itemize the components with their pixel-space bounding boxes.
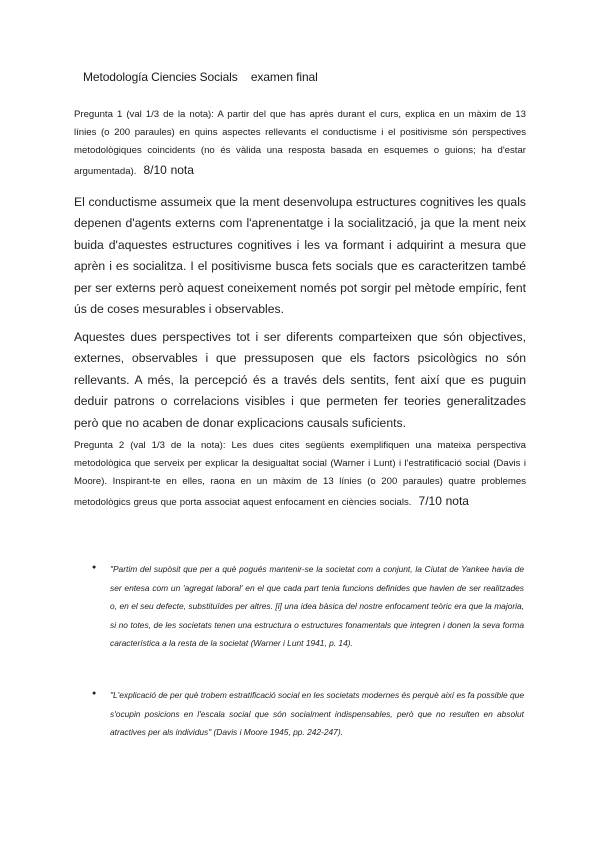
bullet-icon: ●	[92, 564, 97, 571]
quote-davis-moore: "L'explicació de per què trobem estratificació social en les societats modernes és perquè així es fa possible que s'ocupin posicions en l'escala social que són socialment indispensables, però que no resulten en absolut atractives per als individus" (Davis i Moore 1945, pp. 242-247).	[110, 690, 524, 737]
question-2-grade: 7/10 nota	[418, 493, 469, 508]
question-1	[74, 106, 526, 181]
question-2-prompt: Pregunta 2 (val 1/3 de la nota): Les dues cites següents exemplifiquen una mateixa perspectiva metodològica que serveix per explicar la desigualtat social (Warner i Lunt) i l'estratificació social (Davis i Moore). Inspirant-te en elles, raona en un màxim de 13 línies (o 200 paraules) quatre problemes metodològics greus que porta associat aquest enfocament en ciències socials.	[74, 440, 526, 508]
question-1-grade: 8/10 nota	[143, 162, 194, 177]
quote-warner-lunt: "Partim del supòsit que per a què pogués mantenir-se la societat com a conjunt, la Ciutat de Yankee havia de ser entesa com un 'agregat laboral' en el que cada part tenia funcions definides que havien de ser realitzades o, en el seu defecte, substituïdes per altres. [i] una idea bàsica del nostre enfocament teòric era que la majoria, si no totes, de les societats tenen una estructura o estructures fonamentals que integren i donen la seva forma característica a la resta de la societat (Warner i Lunt 1941, p. 14).	[110, 564, 524, 648]
answer-1-paragraph-2: Aquestes dues perspectives tot i ser diferents comparteixen que són objectives, externes, observables i que pressuposen que els factors psicològics no són rellevants. A més, la percepció és a través dels sentits, fent així que es puguin deduir patrons o correlacions visibles i que permeten fer teories generalitzades però que no acaben de donar explicacions causals suficients.	[74, 330, 526, 430]
question-2	[74, 437, 526, 512]
bullet-icon: ●	[92, 690, 97, 697]
question-1-prompt: Pregunta 1 (val 1/3 de la nota): A partir del que has après durant el curs, explica en un màxim de 13 línies (o 200 paraules) en quins aspectes rellevants el conductisme i el positivisme són perspectives metodològiques coincidents (no és vàlida una resposta basada en esquemes o guions; ha d'estar argumentada).	[74, 109, 526, 177]
title-sub: examen final	[250, 70, 318, 84]
title-main: Metodología Ciencies Socials	[83, 70, 238, 84]
answer-1-paragraph-1: El conductisme assumeix que la ment desenvolupa estructures cognitives les quals depenen d'agents externs com l'aprenentatge i la socialització, ja que la ment neix buida d'aquestes estructures cognitives i les va formant i adquirint a mesura que aprèn i es socialitza. I el positivisme busca fets socials que es caracteritzen també per ser externs però aquest coneixement només pot sorgir pel mètode empíric, fent ús de coses mesurables i observables.	[74, 195, 526, 317]
document-title	[83, 70, 318, 84]
